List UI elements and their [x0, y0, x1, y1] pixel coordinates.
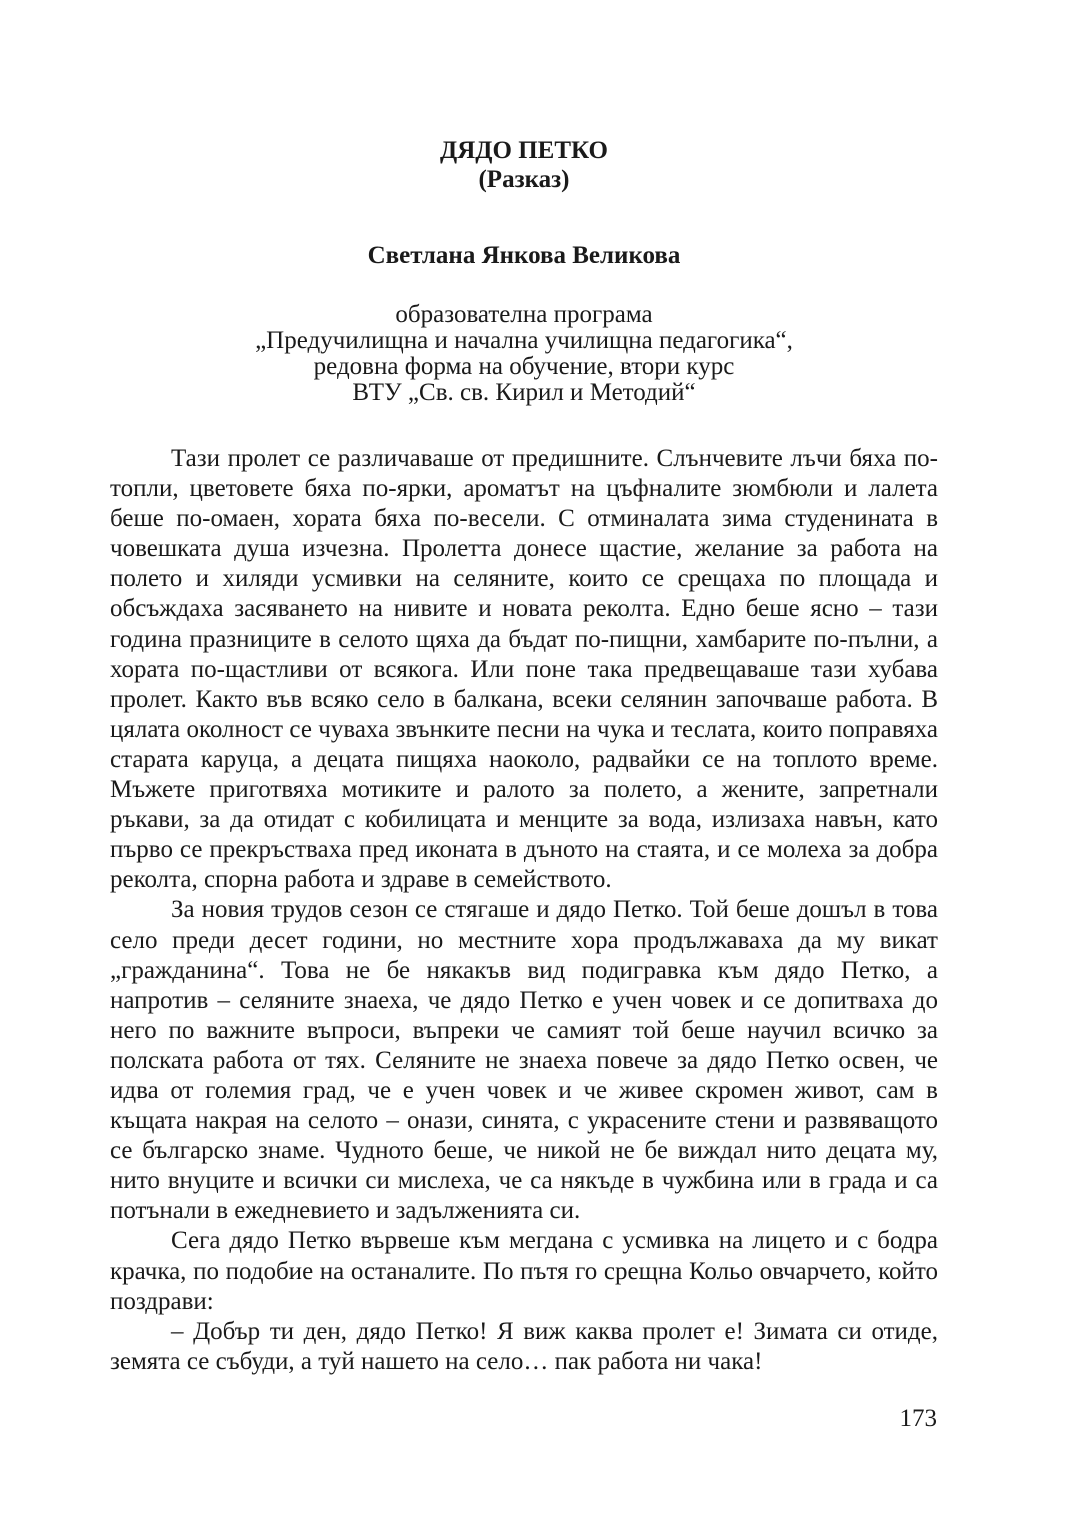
paragraph: – Добър ти ден, дядо Петко! Я виж каква пролет е! Зимата си отиде, земята се събуди, а туй нашето на село… пак работа ни чака!	[110, 1317, 938, 1375]
author-affiliation	[110, 302, 938, 406]
affiliation-line: ВТУ „Св. св. Кирил и Методий“	[352, 379, 696, 406]
story-body	[110, 444, 938, 1377]
paragraph: За новия трудов сезон се стягаше и дядо Петко. Той беше дошъл в това село преди десет години, но местните хора продължаваха да му викат „гражданина“. Това не бе някакъв вид подигравка към дядо Петко, а напротив – селяните знаеха, че дядо Петко е учен човек и се допитваха до него по важните въпроси, въпреки че самият той беше научил всичко за полската работа от тях. Селяните не знаеха повече за дядо Петко освен, че идва от големия град, че е учен човек и че живее скромен живот, сам в къщата накрая на селото – онази, синята, с украсените стени и развяващото се българско знаме. Чудното беше, че никой не бе виждал нито децата му, нито внуците и всички си мислеха, че са някъде в чужбина или в града и са потънали в ежедневието и задълженията си.	[110, 896, 938, 1225]
affiliation-line: образователна програма	[395, 301, 653, 328]
affiliation-line: „Предучилищна и начална училищна педагогика“,	[255, 327, 793, 354]
story-subtitle: (Разказ)	[478, 166, 570, 193]
page-content	[110, 136, 938, 1377]
author-name: Светлана Янкова Великова	[367, 242, 681, 269]
paragraph: Сега дядо Петко вървеше към мегдана с усмивка на лицето и с бодра крачка, по подобие на останалите. По пътя го срещна Кольо овчарчето, който поздрави:	[110, 1227, 938, 1315]
story-title: ДЯДО ПЕТКО	[440, 137, 608, 164]
page-number: 173	[899, 1405, 937, 1432]
paragraph: Тази пролет се различаваше от предишните. Слънчевите лъчи бяха по-топли, цветовете бяха по-ярки, ароматът на цъфналите зюмбюли и лалета беше по-омаен, хората бяха по-весели. С отминалата зима студенината в човешката душа изчезна. Пролетта донесе щастие, желание за работа на полето и хиляди усмивки на селяните, които се срещаха по площада и обсъждаха засяването на нивите и новата реколта. Едно беше ясно – тази година празниците в селото щяха да бъдат по-пищни, хамбарите по-пълни, а хората по-щастливи от всякога. Или поне така предвещаваше тази хубава пролет. Както във всяко село в балкана, всеки селянин започваше работа. В цялата околност се чуваха звънките песни на чука и теслата, които поправяха старата каруца, а децата пищяха наоколо, радвайки се на топлото време. Мъжете приготвяха мотиките и ралото за полето, а жените, запретнали ръкави, за да отидат с кобилицата и менците за вода, излизаха навън, като първо се прекръстваха пред иконата в дъното на стаята, и се молеха за добра реколта, спорна работа и здраве в семейството.	[110, 445, 938, 894]
affiliation-line: редовна форма на обучение, втори курс	[313, 353, 735, 380]
